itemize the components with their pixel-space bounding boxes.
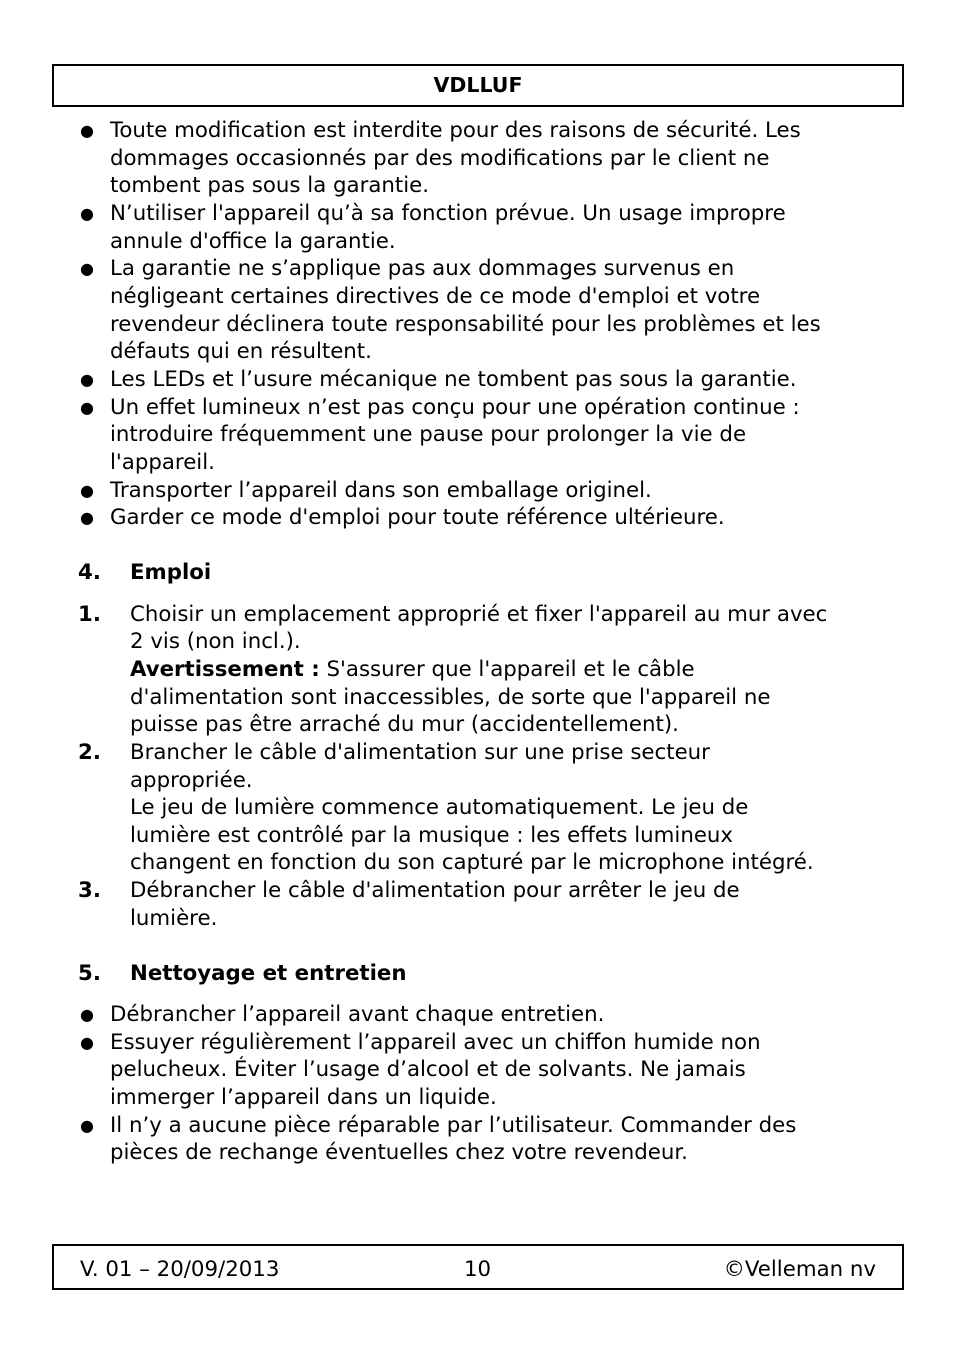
step-number: 2. bbox=[78, 740, 101, 765]
list-item-line: revendeur déclinera toute responsabilité pour les problèmes et les bbox=[110, 312, 821, 337]
list-item-line: tombent pas sous la garantie. bbox=[110, 173, 430, 198]
step-line: lumière. bbox=[130, 906, 218, 931]
list-item-line: Transporter l’appareil dans son emballage originel. bbox=[110, 478, 652, 503]
list-item-line: l'appareil. bbox=[110, 450, 215, 475]
bullet-icon: ● bbox=[80, 259, 94, 278]
header-title: VDLLUF bbox=[433, 73, 523, 97]
list-item-line: N’utiliser l'appareil qu’à sa fonction prévue. Un usage impropre bbox=[110, 201, 786, 226]
step-number: 3. bbox=[78, 878, 101, 903]
section-4-title: Emploi bbox=[130, 560, 212, 585]
list-item-line: Il n’y a aucune pièce réparable par l’utilisateur. Commander des bbox=[110, 1113, 797, 1138]
bullet-icon: ● bbox=[80, 1116, 94, 1135]
list-item-line: défauts qui en résultent. bbox=[110, 339, 372, 364]
warning-line bbox=[130, 656, 695, 684]
bullet-icon: ● bbox=[80, 370, 94, 389]
list-item-line: Débrancher l’appareil avant chaque entretien. bbox=[110, 1002, 605, 1027]
step-line: 2 vis (non incl.). bbox=[130, 629, 301, 654]
list-item-line: Toute modification est interdite pour des raisons de sécurité. Les bbox=[110, 118, 801, 143]
list-item-line: pièces de rechange éventuelles chez votre revendeur. bbox=[110, 1140, 688, 1165]
list-item-line: Garder ce mode d'emploi pour toute référence ultérieure. bbox=[110, 505, 725, 530]
bullet-icon: ● bbox=[80, 398, 94, 417]
section-5-number: 5. bbox=[78, 961, 101, 986]
warning-label: Avertissement : bbox=[130, 657, 320, 682]
bullet-icon: ● bbox=[80, 508, 94, 527]
warning-text: S'assurer que l'appareil et le câble bbox=[319, 657, 695, 682]
list-item-line: Un effet lumineux n’est pas conçu pour une opération continue : bbox=[110, 395, 800, 420]
list-item-line: immerger l’appareil dans un liquide. bbox=[110, 1085, 497, 1110]
page-footer bbox=[52, 1244, 904, 1290]
step-line: appropriée. bbox=[130, 768, 253, 793]
step-number: 1. bbox=[78, 602, 101, 627]
bullet-icon: ● bbox=[80, 204, 94, 223]
step-line: lumière est contrôlé par la musique : les effets lumineux bbox=[130, 823, 734, 848]
list-item-line: négligeant certaines directives de ce mode d'emploi et votre bbox=[110, 284, 761, 309]
section-5-title: Nettoyage et entretien bbox=[130, 961, 407, 986]
footer-page-number: 10 bbox=[464, 1257, 492, 1282]
step-line: d'alimentation sont inaccessibles, de sorte que l'appareil ne bbox=[130, 685, 771, 710]
footer-copyright: ©Velleman nv bbox=[723, 1257, 876, 1282]
bullet-icon: ● bbox=[80, 1033, 94, 1052]
bullet-icon: ● bbox=[80, 481, 94, 500]
list-item-line: pelucheux. Éviter l’usage d’alcool et de solvants. Ne jamais bbox=[110, 1057, 746, 1082]
list-item-line: Essuyer régulièrement l’appareil avec un chiffon humide non bbox=[110, 1030, 761, 1055]
bullet-icon: ● bbox=[80, 1005, 94, 1024]
list-item-line: Les LEDs et l’usure mécanique ne tombent pas sous la garantie. bbox=[110, 367, 797, 392]
list-item-line: annule d'office la garantie. bbox=[110, 229, 396, 254]
list-item-line: La garantie ne s’applique pas aux dommages survenus en bbox=[110, 256, 735, 281]
step-line: Brancher le câble d'alimentation sur une prise secteur bbox=[130, 740, 710, 765]
section-4-number: 4. bbox=[78, 560, 101, 585]
step-line: changent en fonction du son capturé par le microphone intégré. bbox=[130, 850, 814, 875]
footer-version: V. 01 – 20/09/2013 bbox=[80, 1257, 280, 1282]
step-line: Le jeu de lumière commence automatiquement. Le jeu de bbox=[130, 795, 749, 820]
page-header bbox=[52, 64, 904, 107]
step-line: puisse pas être arraché du mur (accidentellement). bbox=[130, 712, 679, 737]
step-line: Débrancher le câble d'alimentation pour arrêter le jeu de bbox=[130, 878, 740, 903]
step-line: Choisir un emplacement approprié et fixer l'appareil au mur avec bbox=[130, 602, 828, 627]
bullet-icon: ● bbox=[80, 121, 94, 140]
list-item-line: dommages occasionnés par des modifications par le client ne bbox=[110, 146, 770, 171]
list-item-line: introduire fréquemment une pause pour prolonger la vie de bbox=[110, 422, 747, 447]
